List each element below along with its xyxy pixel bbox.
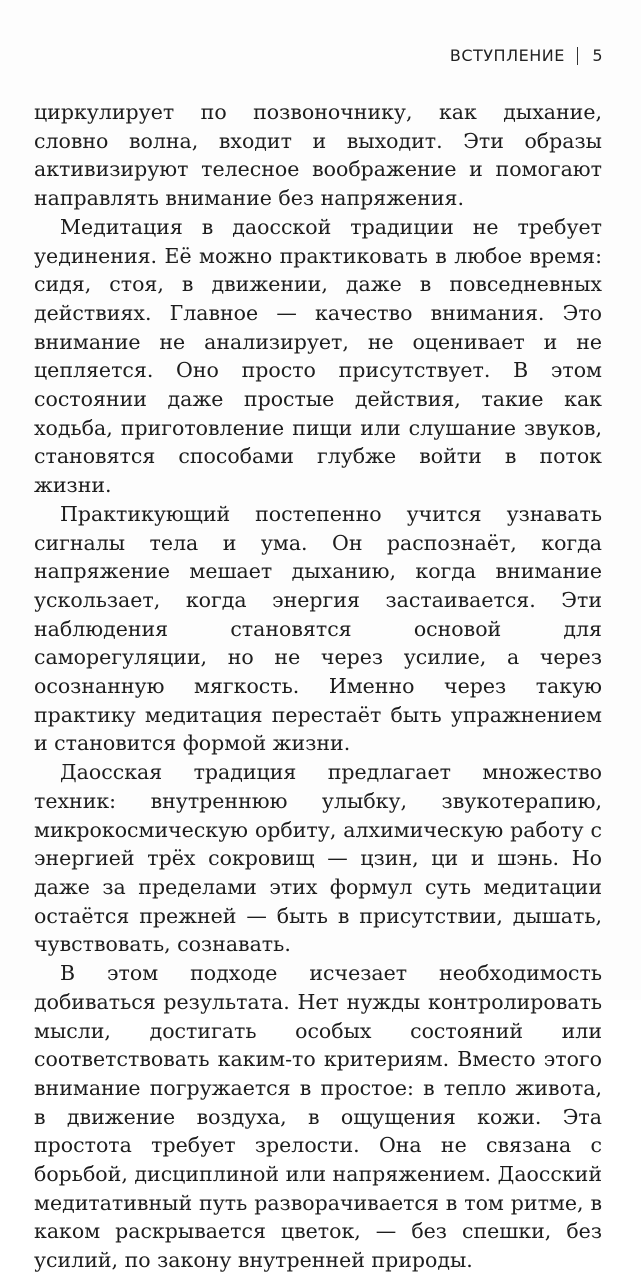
page-number: 5 [592, 46, 603, 65]
paragraph-3: Практикующий постепенно учится узнавать сигналы тела и ума. Он распознаёт, когда напряжение мешает дыханию, когда внимание ускользает, когда энергия застаивается. Эти наблюдения становятся основой для саморегуляции, но не через усилие, а через осознанную мягкость. Именно через такую практику медитация перестаёт быть упражнением и становится формой жизни. [34, 501, 602, 756]
paragraph-4: Даосская традиция предлагает множество техник: внутреннюю улыбку, звукотерапию, микрокосмическую орбиту, алхимическую работу с энергией трёх сокровищ — цзин, ци и шэнь. Но даже за пределами этих формул суть медитации остаётся прежней — быть в присутствии, дышать, чувствовать, сознавать. [34, 760, 602, 957]
paragraph-1: циркулирует по позвоночнику, как дыхание, словно волна, входит и выходит. Эти образы активизируют телесное воображение и помогают направлять внимание без напряжения. [34, 100, 602, 211]
body-text [34, 98, 602, 1275]
section-title: ВСТУПЛЕНИЕ [449, 46, 565, 65]
paragraph-5: В этом подходе исчезает необходимость добиваться результата. Нет нужды контролировать мысли, достигать особых состояний или соответствовать каким-то критериям. Вместо этого внимание погружается в простое: в тепло живота, в движение воздуха, в ощущения кожи. Эта простота требует зрелости. Она не связана с борьбой, дисциплиной или напряжением. Даосский медитативный путь разворачивается в том ритме, в каком раскрывается цветок, — без спешки, без усилий, по закону внутренней природы. [34, 961, 602, 1273]
header-separator [577, 47, 579, 65]
running-header [450, 46, 603, 65]
paragraph-2: Медитация в даосской традиции не требует уединения. Её можно практиковать в любое время: сидя, стоя, в движении, даже в повседневных действиях. Главное — качество внимания. Это внимание не анализирует, не оценивает и не цепляется. Оно просто присутствует. В этом состоянии даже простые действия, такие как ходьба, приготовление пищи или слушание звуков, становятся способами глубже войти в поток жизни. [34, 214, 602, 498]
